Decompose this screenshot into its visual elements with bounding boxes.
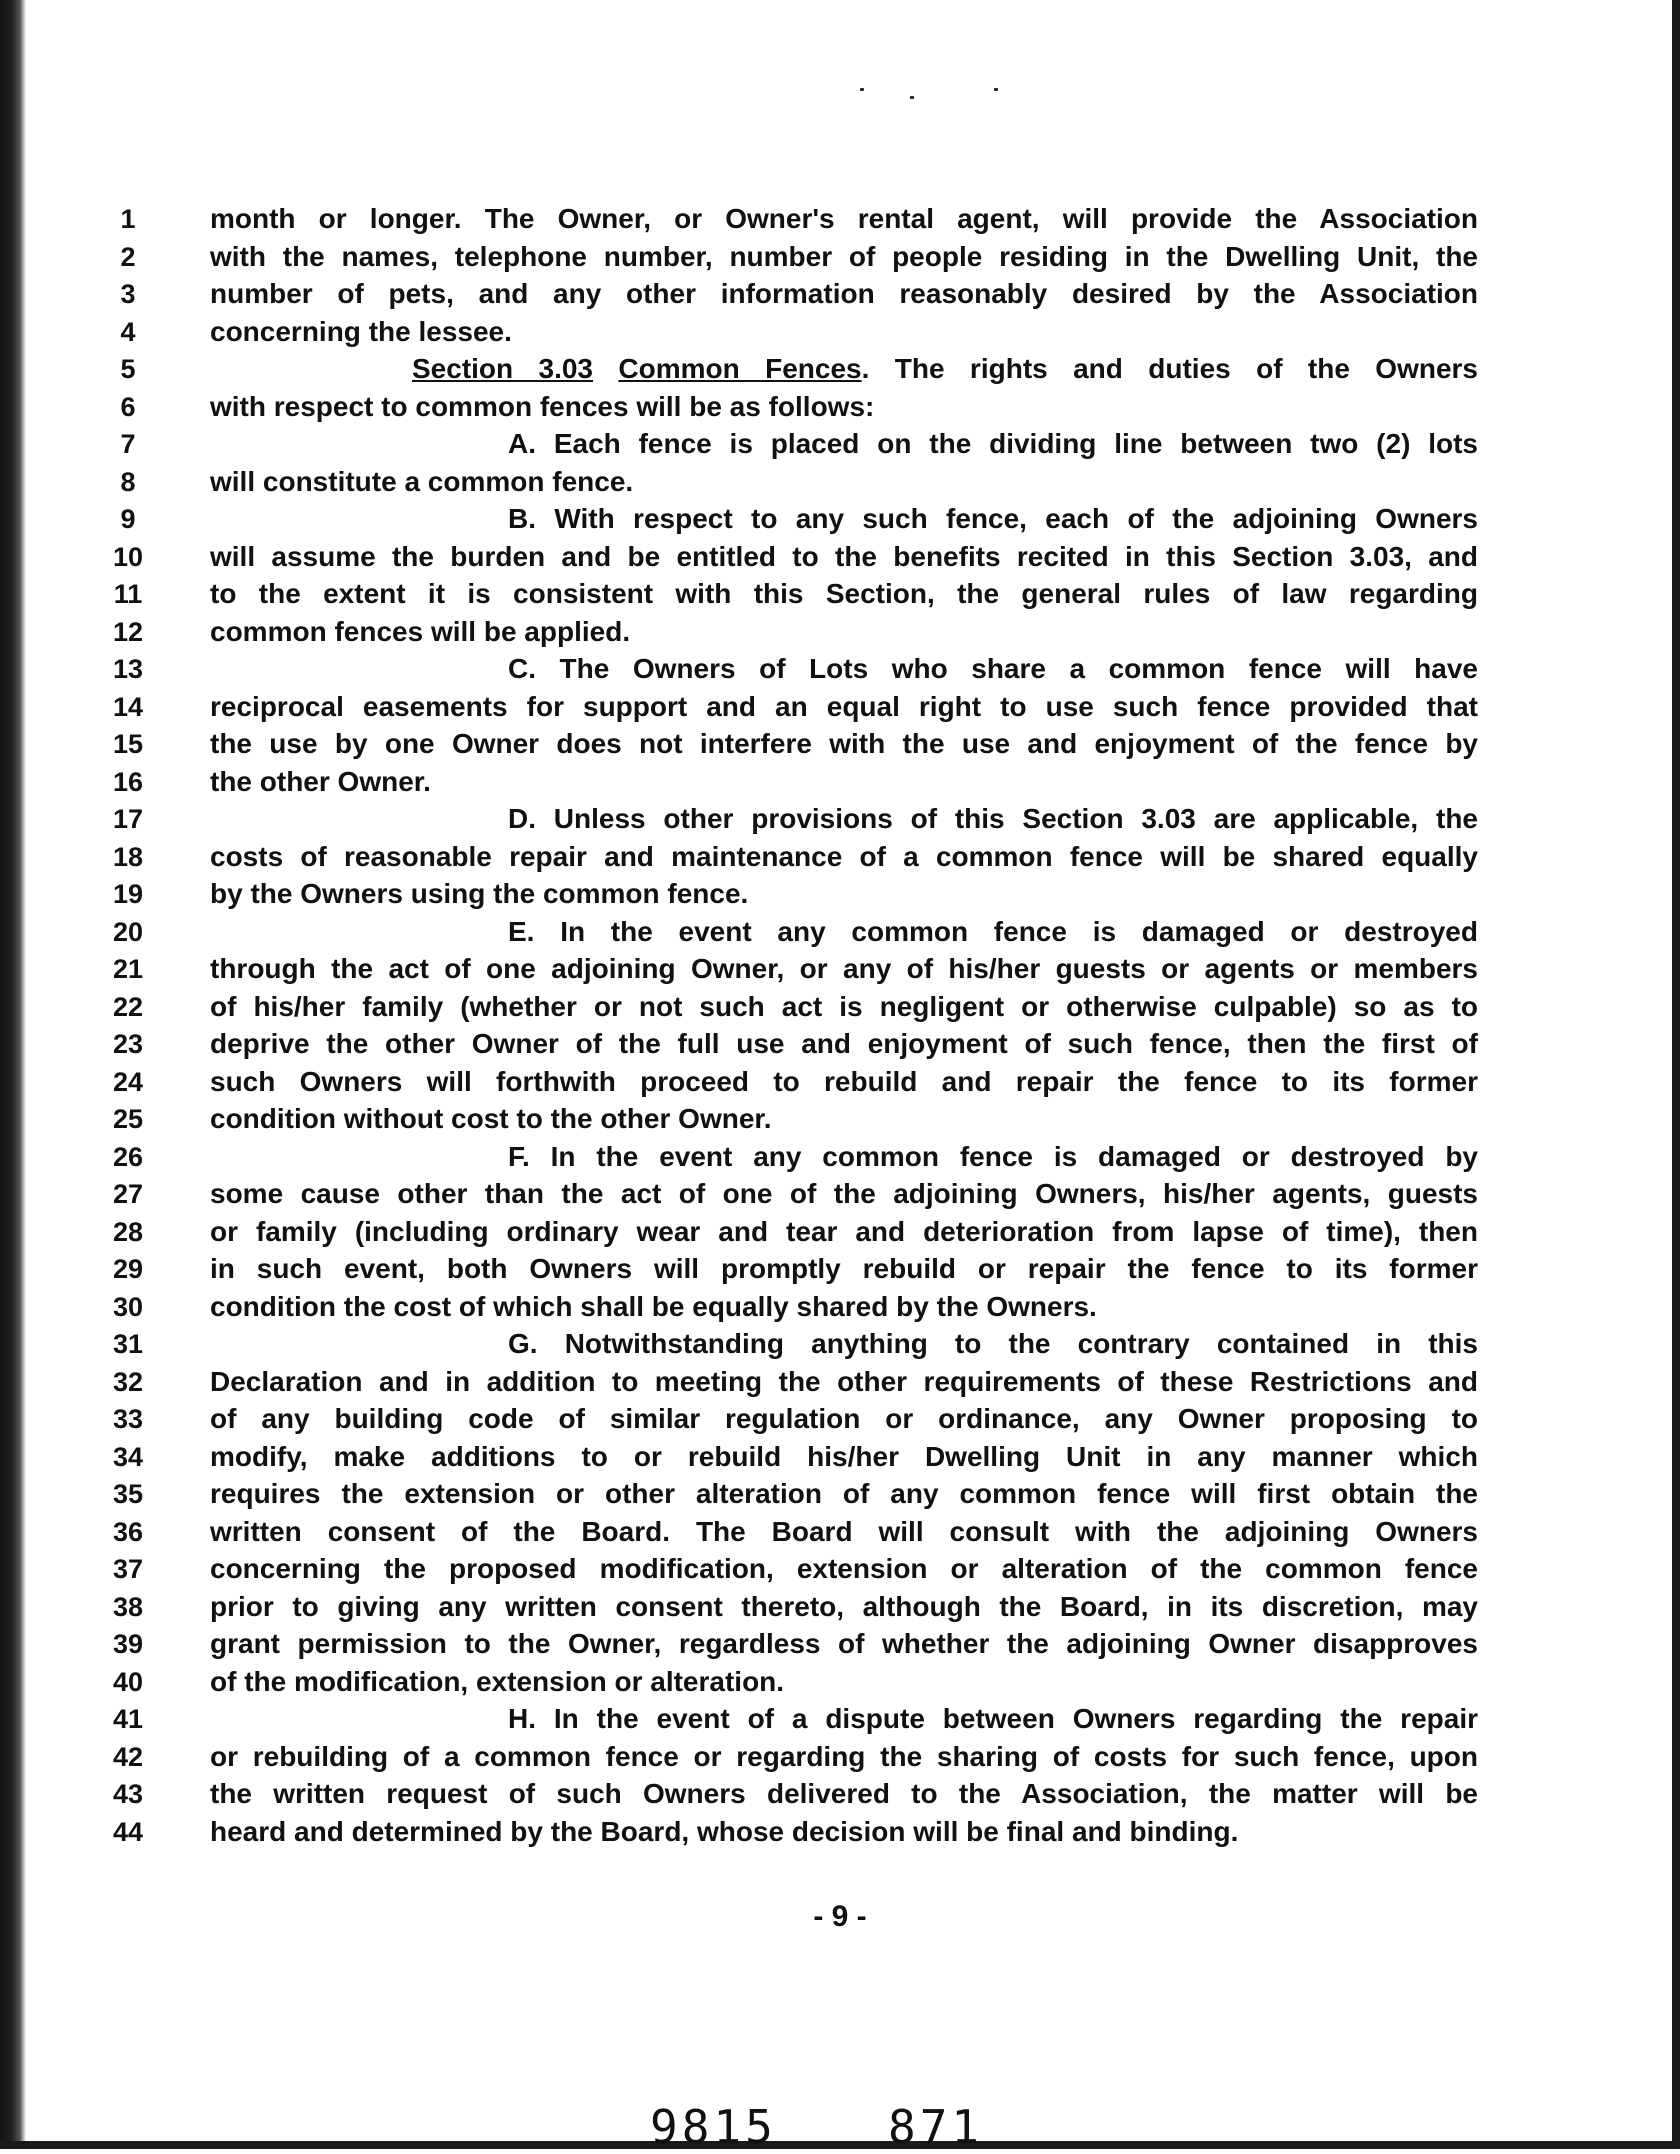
document-line	[0, 650, 1680, 688]
line-number: 38	[112, 1591, 144, 1622]
document-line	[0, 463, 1680, 501]
document-line	[0, 350, 1680, 388]
line-text: reciprocal easements for support and an equal right to use such fence provided that	[210, 690, 1478, 722]
line-number: 34	[112, 1441, 144, 1472]
line-number: 14	[112, 691, 144, 722]
line-number: 15	[112, 729, 144, 759]
document-line	[0, 500, 1680, 538]
document-line	[0, 238, 1680, 276]
line-number: 1	[120, 204, 136, 234]
line-number: 27	[112, 1179, 144, 1209]
line-text: C. The Owners of Lots who share a common fence will have	[508, 653, 1478, 684]
line-number: 5	[120, 354, 136, 384]
line-number: 41	[112, 1704, 144, 1734]
line-number: 18	[112, 841, 144, 872]
line-text	[412, 350, 1478, 388]
line-text: with respect to common fences will be as follows:	[210, 390, 875, 422]
line-number: 8	[120, 466, 136, 497]
line-number: 9	[120, 504, 136, 534]
line-text: prior to giving any written consent thereto, although the Board, in its discretion, may	[210, 1590, 1478, 1622]
line-number: 37	[112, 1554, 144, 1584]
document-line	[0, 1363, 1680, 1401]
line-text: by the Owners using the common fence.	[210, 878, 749, 909]
line-number: 25	[112, 1104, 144, 1134]
line-text: or rebuilding of a common fence or regarding the sharing of costs for such fence, upon	[210, 1740, 1478, 1772]
document-line	[0, 538, 1680, 576]
line-text: F. In the event any common fence is damaged or destroyed by	[508, 1140, 1478, 1172]
line-text: the written request of such Owners delivered to the Association, the matter will be	[210, 1778, 1478, 1809]
document-reference-page: 871	[888, 2100, 984, 2154]
line-text: B. With respect to any such fence, each of the adjoining Owners	[508, 503, 1478, 534]
document-line	[0, 200, 1680, 238]
document-line	[0, 725, 1680, 763]
document-line	[0, 1175, 1680, 1213]
document-line	[0, 613, 1680, 651]
line-number: 17	[112, 804, 144, 834]
line-text: D. Unless other provisions of this Section 3.03 are applicable, the	[508, 803, 1478, 834]
line-number: 33	[112, 1404, 144, 1434]
line-number: 13	[112, 654, 144, 684]
document-line	[0, 688, 1680, 726]
line-text: some cause other than the act of one of the adjoining Owners, his/her agents, guests	[210, 1178, 1478, 1209]
line-text: H. In the event of a dispute between Owners regarding the repair	[508, 1703, 1478, 1734]
line-text: in such event, both Owners will promptly rebuild or repair the fence to its former	[210, 1253, 1478, 1284]
line-text: condition the cost of which shall be equally shared by the Owners.	[210, 1290, 1097, 1322]
document-line	[0, 875, 1680, 913]
document-line	[0, 388, 1680, 426]
line-number: 26	[112, 1141, 144, 1172]
line-number: 21	[112, 954, 144, 984]
line-text: heard and determined by the Board, whose decision will be final and binding.	[210, 1815, 1239, 1847]
line-text: A. Each fence is placed on the dividing line between two (2) lots	[508, 428, 1478, 459]
line-text: common fences will be applied.	[210, 615, 631, 647]
document-line	[0, 1625, 1680, 1663]
document-line	[0, 1475, 1680, 1513]
document-line	[0, 950, 1680, 988]
document-line	[0, 913, 1680, 951]
line-number: 19	[112, 879, 144, 909]
line-number: 16	[112, 766, 144, 797]
line-number: 40	[112, 1666, 144, 1697]
line-text: such Owners will forthwith proceed to rebuild and repair the fence to its former	[210, 1065, 1478, 1097]
document-line	[0, 800, 1680, 838]
line-text: deprive the other Owner of the full use and enjoyment of such fence, then the first of	[210, 1028, 1478, 1059]
document-line	[0, 1663, 1680, 1701]
line-number: 29	[112, 1254, 144, 1284]
line-number: 3	[120, 279, 136, 309]
line-number: 20	[112, 916, 144, 947]
document-line	[0, 1100, 1680, 1138]
document-line	[0, 313, 1680, 351]
line-text: number of pets, and any other information reasonably desired by the Association	[210, 278, 1478, 309]
document-line	[0, 1063, 1680, 1101]
section-number: Section 3.03	[412, 353, 594, 384]
document-line	[0, 1813, 1680, 1851]
document-line	[0, 1025, 1680, 1063]
line-text: or family (including ordinary wear and tear and deterioration from lapse of time), then	[210, 1215, 1478, 1247]
document-line	[0, 575, 1680, 613]
line-text: modify, make additions to or rebuild his/her Dwelling Unit in any manner which	[210, 1440, 1478, 1472]
document-line	[0, 1550, 1680, 1588]
line-text: the use by one Owner does not interfere with the use and enjoyment of the fence by	[210, 728, 1478, 759]
line-text: G. Notwithstanding anything to the contrary contained in this	[508, 1328, 1478, 1359]
document-line	[0, 1700, 1680, 1738]
line-number: 4	[120, 316, 136, 347]
line-number: 32	[112, 1366, 144, 1397]
line-number: 23	[112, 1029, 144, 1059]
line-number: 2	[120, 241, 136, 272]
line-number: 6	[120, 391, 136, 422]
line-number: 35	[112, 1479, 144, 1509]
document-line	[0, 1325, 1680, 1363]
line-text: Declaration and in addition to meeting the other requirements of these Restrictions and	[210, 1365, 1478, 1397]
line-number: 30	[112, 1291, 144, 1322]
document-line	[0, 988, 1680, 1026]
document-line	[0, 1138, 1680, 1176]
document-line	[0, 1213, 1680, 1251]
section-lead-text: . The rights and duties of the Owners	[861, 353, 1478, 384]
line-number: 10	[112, 541, 144, 572]
document-line	[0, 1588, 1680, 1626]
line-text: will constitute a common fence.	[210, 465, 634, 497]
line-number: 39	[112, 1629, 144, 1659]
line-number: 43	[112, 1779, 144, 1809]
line-text: through the act of one adjoining Owner, or any of his/her guests or agents or members	[210, 953, 1478, 984]
line-number: 42	[112, 1741, 144, 1772]
line-text: of any building code of similar regulation or ordinance, any Owner proposing to	[210, 1403, 1478, 1434]
line-number: 31	[112, 1329, 144, 1359]
line-text: grant permission to the Owner, regardless of whether the adjoining Owner disapproves	[210, 1628, 1478, 1659]
line-number: 22	[112, 991, 144, 1022]
line-text: will assume the burden and be entitled to the benefits recited in this Section 3.03, and	[210, 540, 1478, 572]
document-line	[0, 425, 1680, 463]
document-line	[0, 1400, 1680, 1438]
document-line	[0, 1513, 1680, 1551]
line-text: concerning the lessee.	[210, 315, 512, 347]
line-text: costs of reasonable repair and maintenance of a common fence will be shared equally	[210, 840, 1478, 872]
document-line	[0, 275, 1680, 313]
document-line	[0, 1775, 1680, 1813]
line-text: of his/her family (whether or not such act is negligent or otherwise culpable) so as to	[210, 990, 1478, 1022]
line-number: 11	[113, 579, 143, 609]
line-number: 28	[112, 1216, 144, 1247]
line-text: with the names, telephone number, number of people residing in the Dwelling Unit, the	[210, 240, 1478, 272]
line-text: E. In the event any common fence is damaged or destroyed	[508, 915, 1478, 947]
line-text: condition without cost to the other Owner.	[210, 1103, 772, 1134]
line-number: 24	[112, 1066, 144, 1097]
line-number: 44	[112, 1816, 144, 1847]
line-text: requires the extension or other alteration of any common fence will first obtain the	[210, 1478, 1478, 1509]
document-line	[0, 838, 1680, 876]
document-reference-book: 9815	[650, 2100, 777, 2154]
line-text: the other Owner.	[210, 765, 431, 797]
line-text: to the extent it is consistent with this Section, the general rules of law regarding	[210, 578, 1478, 609]
line-number: 12	[112, 616, 144, 647]
line-text: of the modification, extension or alteration.	[210, 1665, 785, 1697]
line-number: 36	[112, 1516, 144, 1547]
document-line	[0, 763, 1680, 801]
line-text: month or longer. The Owner, or Owner's rental agent, will provide the Association	[210, 203, 1478, 234]
document-line	[0, 1438, 1680, 1476]
document-line	[0, 1250, 1680, 1288]
line-text: written consent of the Board. The Board will consult with the adjoining Owners	[210, 1515, 1478, 1547]
page-number: - 9 -	[813, 1900, 867, 1933]
line-text: concerning the proposed modification, extension or alteration of the common fence	[210, 1553, 1478, 1584]
section-title: Common Fences	[618, 353, 862, 384]
document-line	[0, 1288, 1680, 1326]
document-line	[0, 1738, 1680, 1776]
line-number: 7	[120, 429, 136, 459]
